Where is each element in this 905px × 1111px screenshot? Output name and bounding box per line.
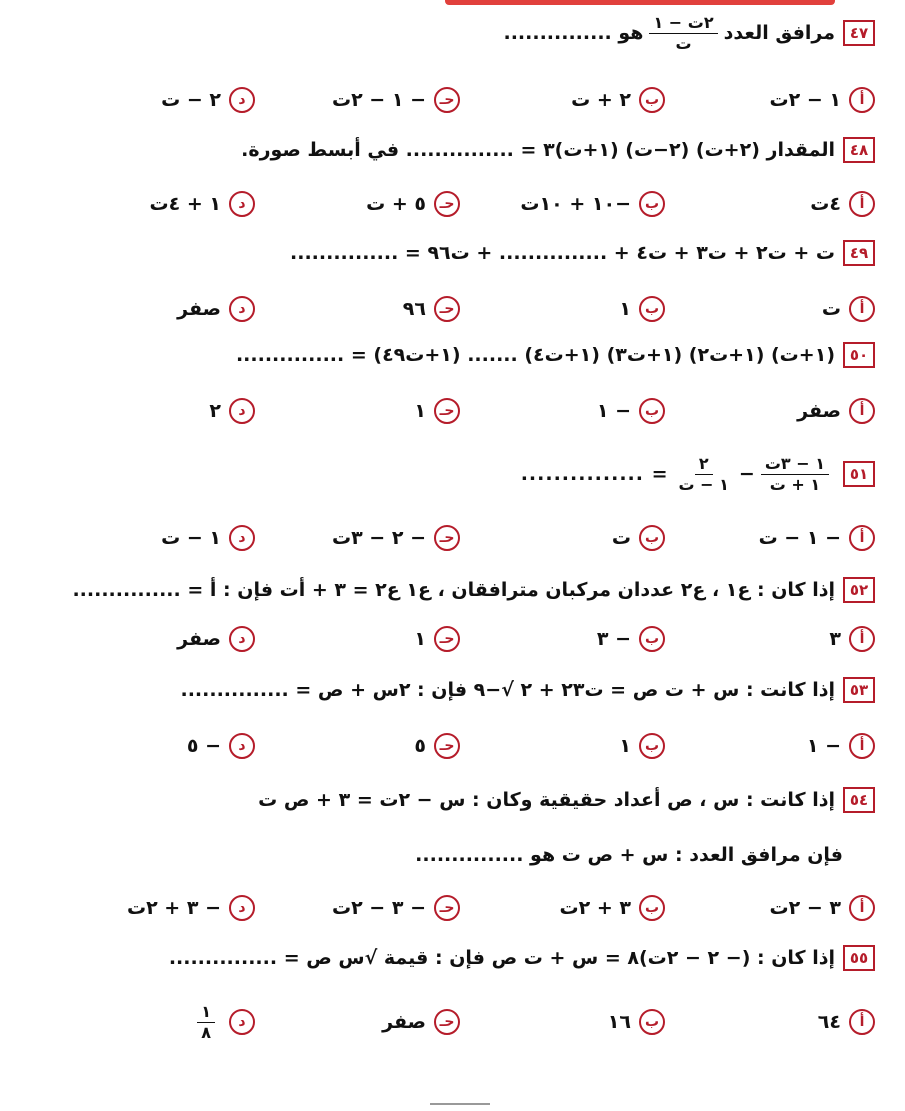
question-51 xyxy=(20,448,875,500)
question-number: ٥٠ xyxy=(843,342,875,368)
option-letter: د xyxy=(229,733,255,759)
fraction-denominator: ت xyxy=(675,33,692,53)
fraction-numerator: ٢ت − ١ xyxy=(649,14,717,34)
option-text: − ١ − ٢ت xyxy=(331,89,426,111)
option-c[interactable] xyxy=(414,619,460,659)
option-letter: حـ xyxy=(434,191,460,217)
option-text: − ٣ xyxy=(596,628,631,650)
option-a[interactable] xyxy=(807,726,875,766)
option-text: ٦٤ xyxy=(817,1011,841,1033)
option-letter: ب xyxy=(639,296,665,322)
page-number-marker xyxy=(430,1103,490,1111)
option-d[interactable] xyxy=(209,391,255,431)
option-a[interactable] xyxy=(822,289,875,329)
option-b[interactable] xyxy=(619,289,665,329)
option-letter: د xyxy=(229,87,255,113)
option-text: − ٣ − ٢ت xyxy=(331,897,426,919)
fraction-numerator: ١ xyxy=(197,1003,215,1023)
question-number: ٤٧ xyxy=(843,20,875,46)
option-letter: أ xyxy=(849,87,875,113)
option-a[interactable] xyxy=(810,184,875,224)
option-d[interactable] xyxy=(150,184,255,224)
option-text: − ٣ + ٢ت xyxy=(126,897,221,919)
option-d[interactable] xyxy=(187,726,255,766)
option-letter: د xyxy=(229,296,255,322)
option-c[interactable] xyxy=(414,391,460,431)
question-text: إذا كانت : س ، ص أعداد حقيقية وكان : س − ٢ت = ٣ + ص ت xyxy=(258,789,835,811)
option-text: ٣ xyxy=(829,628,841,650)
option-letter: حـ xyxy=(434,733,460,759)
option-text: صفر xyxy=(177,628,221,650)
option-text: − ١ xyxy=(806,735,841,757)
option-letter: د xyxy=(229,191,255,217)
option-letter: حـ xyxy=(434,296,460,322)
option-text: ٥ xyxy=(414,735,426,757)
top-accent-bar xyxy=(445,0,835,5)
option-letter: أ xyxy=(849,733,875,759)
question-text: إذا كان : (− ٢ − ٢ت)٨ = س + ت ص فإن : قيمة √س ص = ............... xyxy=(168,947,835,969)
options-49 xyxy=(30,289,875,329)
option-c[interactable] xyxy=(382,1002,460,1042)
option-d[interactable] xyxy=(191,1002,255,1042)
fraction-denominator: ٨ xyxy=(201,1022,211,1042)
fraction-first xyxy=(761,455,829,493)
question-number: ٥٥ xyxy=(843,945,875,971)
question-number: ٥٢ xyxy=(843,577,875,603)
option-letter: د xyxy=(229,1009,255,1035)
option-b[interactable] xyxy=(597,619,665,659)
option-letter: أ xyxy=(849,296,875,322)
option-text: ٥ + ت xyxy=(366,193,426,215)
option-letter: حـ xyxy=(434,87,460,113)
option-text: ١ xyxy=(619,735,631,757)
option-letter: حـ xyxy=(434,1009,460,1035)
question-54-line-2 xyxy=(20,838,843,872)
question-55 xyxy=(20,941,875,975)
option-letter: أ xyxy=(849,525,875,551)
question-52 xyxy=(20,573,875,607)
option-text: ٤ت xyxy=(810,193,841,215)
option-text: − ٢ − ٣ت xyxy=(331,527,426,549)
option-text: ت xyxy=(821,298,841,320)
option-b[interactable] xyxy=(571,80,665,120)
option-letter: ب xyxy=(639,895,665,921)
option-letter: د xyxy=(229,626,255,652)
option-letter: ب xyxy=(639,191,665,217)
option-letter: د xyxy=(229,525,255,551)
option-a[interactable] xyxy=(818,1002,875,1042)
options-48 xyxy=(30,184,875,224)
question-text-end: = ............... xyxy=(520,463,669,485)
option-text: ٢ + ت xyxy=(571,89,631,111)
option-c[interactable] xyxy=(332,80,460,120)
option-c[interactable] xyxy=(403,289,460,329)
question-54 xyxy=(20,783,875,817)
option-letter: ب xyxy=(639,733,665,759)
fraction xyxy=(197,1003,215,1041)
option-text: − ١ − ت xyxy=(758,527,841,549)
option-letter: ب xyxy=(639,398,665,424)
question-49 xyxy=(20,236,875,270)
option-text: ١ − ت xyxy=(161,527,221,549)
question-text: مرافق العدد xyxy=(723,22,835,44)
option-a[interactable] xyxy=(759,518,875,558)
option-letter: حـ xyxy=(434,525,460,551)
question-text: ت + ت٢ + ت٣ + ت٤ + ............... + ت٩٦ = ............... xyxy=(290,242,835,264)
option-text: ٩٦ xyxy=(402,298,426,320)
option-letter: حـ xyxy=(434,398,460,424)
options-47 xyxy=(30,80,875,120)
option-text: ١٦ xyxy=(607,1011,631,1033)
options-52 xyxy=(30,619,875,659)
option-text: ت xyxy=(611,527,631,549)
option-d[interactable] xyxy=(161,518,255,558)
question-number: ٥٤ xyxy=(843,787,875,813)
option-a[interactable] xyxy=(770,888,875,928)
question-number: ٥١ xyxy=(843,461,875,487)
question-text: إذا كانت : س + ت ص = ت٢٣ + ٢ √−٩ فإن : ٢س + ص = ............... xyxy=(180,679,835,701)
option-letter: أ xyxy=(849,398,875,424)
question-47 xyxy=(20,12,875,53)
fraction-second xyxy=(675,455,733,493)
option-letter: ب xyxy=(639,87,665,113)
options-51 xyxy=(30,518,875,558)
question-53 xyxy=(20,673,875,707)
option-c[interactable] xyxy=(332,518,460,558)
option-text: ١ + ٤ت xyxy=(149,193,221,215)
question-text: (١+ت) (١+ت٢) (١+ت٣) (١+ت٤) ....... (١+ت٤٩) = ............... xyxy=(235,344,835,366)
question-text-line-2: فإن مرافق العدد : س + ص ت هو ............... xyxy=(415,844,843,866)
option-letter: أ xyxy=(849,626,875,652)
option-b[interactable] xyxy=(608,1002,665,1042)
option-letter: ب xyxy=(639,525,665,551)
option-c[interactable] xyxy=(332,888,460,928)
option-text: صفر xyxy=(177,298,221,320)
option-text: ١ xyxy=(619,298,631,320)
option-text: ٣ − ٢ت xyxy=(769,897,841,919)
option-letter: حـ xyxy=(434,895,460,921)
fraction-numerator: ١ − ٣ت xyxy=(761,455,829,475)
option-letter: أ xyxy=(849,191,875,217)
option-text: − ١ xyxy=(596,400,631,422)
option-letter: حـ xyxy=(434,626,460,652)
option-text: −١٠ + ١٠ت xyxy=(520,193,631,215)
option-text: ٢ xyxy=(209,400,221,422)
question-50 xyxy=(20,338,875,372)
question-text: المقدار (٢+ت) (٢−ت) (١+ت)٣ = ............... في أبسط صورة. xyxy=(241,139,835,161)
option-text: − ٥ xyxy=(186,735,221,757)
options-54 xyxy=(30,888,875,928)
option-text: ٣ + ٢ت xyxy=(559,897,631,919)
option-b[interactable] xyxy=(597,391,665,431)
option-text: ٢ − ت xyxy=(161,89,221,111)
option-a[interactable] xyxy=(770,80,875,120)
question-48 xyxy=(20,133,875,167)
option-b[interactable] xyxy=(560,888,665,928)
options-55 xyxy=(30,1002,875,1052)
question-number: ٤٨ xyxy=(843,137,875,163)
minus-operator: − xyxy=(738,463,755,485)
options-50 xyxy=(30,391,875,431)
option-letter: د xyxy=(229,398,255,424)
question-number: ٥٣ xyxy=(843,677,875,703)
option-b[interactable] xyxy=(619,726,665,766)
options-53 xyxy=(30,726,875,766)
option-d[interactable] xyxy=(177,289,255,329)
option-a[interactable] xyxy=(829,619,875,659)
option-b[interactable] xyxy=(520,184,665,224)
option-text: صفر xyxy=(382,1011,426,1033)
fraction-numerator: ٢ xyxy=(695,455,713,475)
option-c[interactable] xyxy=(366,184,460,224)
question-text-end: هو ............... xyxy=(503,22,644,44)
option-letter: أ xyxy=(849,1009,875,1035)
option-letter: ب xyxy=(639,626,665,652)
option-letter: ب xyxy=(639,1009,665,1035)
option-text: ١ xyxy=(414,628,426,650)
option-text: ١ − ٢ت xyxy=(769,89,841,111)
option-d[interactable] xyxy=(127,888,255,928)
fraction xyxy=(649,14,717,52)
option-a[interactable] xyxy=(797,391,875,431)
question-number: ٤٩ xyxy=(843,240,875,266)
option-text: ١ xyxy=(414,400,426,422)
option-text: صفر xyxy=(797,400,841,422)
option-letter: أ xyxy=(849,895,875,921)
option-d[interactable] xyxy=(161,80,255,120)
option-b[interactable] xyxy=(612,518,665,558)
question-text: إذا كان : ع١ ، ع٢ عددان مركبان مترافقان ، ع١ ع٢ = ٣ + أت فإن : أ = ............... xyxy=(72,579,835,601)
option-c[interactable] xyxy=(414,726,460,766)
fraction-denominator: ١ − ت xyxy=(678,474,729,494)
option-d[interactable] xyxy=(177,619,255,659)
option-letter: د xyxy=(229,895,255,921)
fraction-denominator: ١ + ت xyxy=(769,474,821,494)
